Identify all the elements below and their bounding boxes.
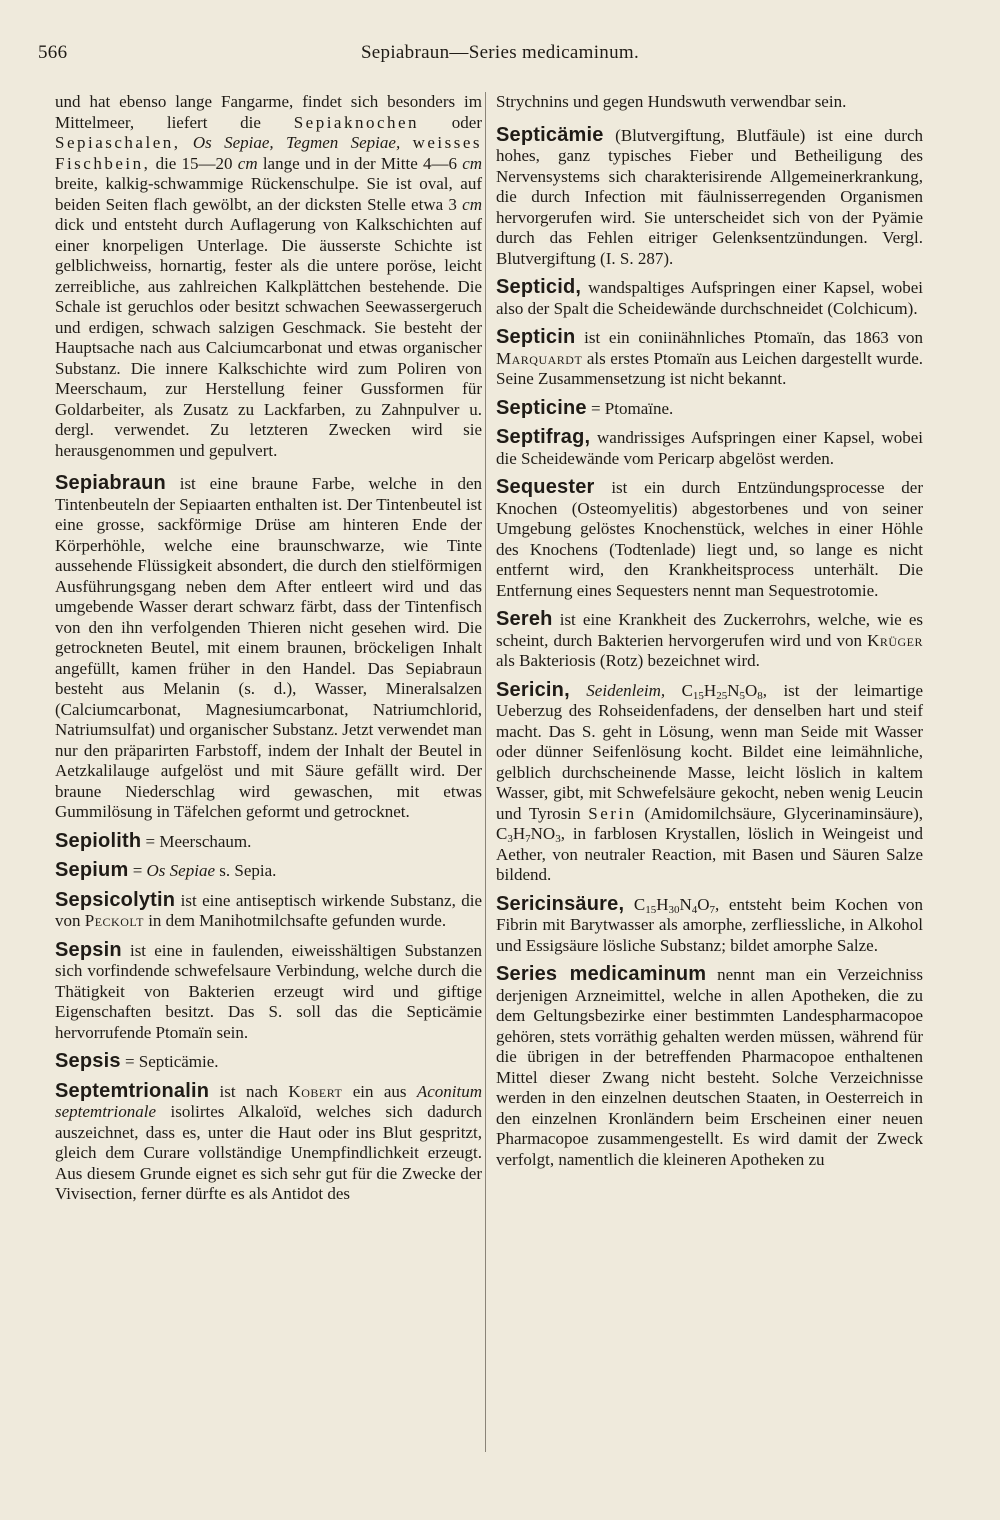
entry-series-medicaminum: Series medicaminum nennt man ein Verzeichniss derjenigen Arzneimittel, welche in allen Apotheken, die zu dem Geltungsbezirke einer bestimmten Landespharmacopoe gehören, stets vorräthig gehalten werden müssen, während für die übrigen in der betreffenden Pharmacopoe enthaltenen Mittel dieser Zwang nicht besteht. Solche Verzeichnisse werden in den einzelnen deutschen Staaten, in Oesterreich in den einzelnen Kronländern beim Erscheinen einer neuen Pharmacopoe zusammengestellt. Es wird damit der Zweck verfolgt, namentlich die kleineren Apotheken zu	[496, 963, 923, 1169]
entry-sepiabraun: Sepiabraun ist eine braune Farbe, welche in den Tintenbeuteln der Sepiaarten enthalten ist. Der Tintenbeutel ist eine grosse, sackförmige Drüse am hinteren Ende der Körperhöhle, welche eine braunschwarze, wie Tinte aussehende Flüssigkeit absondert, die durch den stielförmigen Ausführungsgang neben dem After entleert wird und das umgebende Wasser derart schwarz färbt, dass der Tintenfisch von den ihn verfolgenden Thieren nicht gesehen wird. Die getrockneten Beutel, mit einem braunen, bröckeligen Inhalt angefüllt, kamen früher in den Handel. Das Sepiabraun besteht aus Melanin (s. d.), Wasser, Mineralsalzen (Calciumcarbonat, Magnesiumcarbonat, Natriumchlorid, Natriumsulfat) und organischer Substanz. Jetzt verwendet man nur den präparirten Farbstoff, indem der Inhalt der Beutel in Aetzkalilauge aufgelöst und mit Säure gefällt wird. Der braune Niederschlag wird gewaschen, mit etwas Gummilösung in Täfelchen geformt und getrocknet.	[55, 472, 482, 821]
headword: Sepsin	[55, 938, 122, 961]
entry-sepsicolytin: Sepsicolytin ist eine antiseptisch wirkende Substanz, die von Peckolt in dem Manihotmilchsafte gefunden wurde.	[55, 888, 483, 930]
entry-sereh: Sereh ist eine Krankheit des Zuckerrohrs, welche, wie es scheint, durch Bakterien hervorgerufen wird und von Krüger als Bakteriosis (Rotz) bezeichnet wird.	[496, 608, 924, 670]
entry-septicin: Septicin ist ein coniinähnliches Ptomaïn, das 1863 von Marquardt als erstes Ptomaïn aus Leichen dargestellt wurde. Seine Zusammensetzung ist nicht bekannt.	[496, 326, 923, 388]
headword: Septemtrionalin	[55, 1079, 210, 1102]
headword: Septicämie	[496, 123, 604, 146]
entry-septemtrionalin-continued: Strychnins und gegen Hundswuth verwendbar sein.	[496, 92, 847, 111]
entry-sericin: Sericin, Seidenleim, $C_{15}H_{25}N_5O_8$, ist der leimartige Ueberzug des Rohseidenfadens, der denselben hart und steif macht. Das S. geht in Lösung, wenn man Seide mit Wasser oder dünner Seifenlösung kocht. Bildet eine leimähnliche, gelblich durchscheinende Masse, leicht löslich in kaltem Wasser, gibt, mit Schwefelsäure gekocht, neben wenig Leucin und Tyrosin Serin (Amidomilchsäure, Glycerinaminsäure), $C_3H_7NO_3$, in farblosen Krystallen, löslich in Weingeist und Aether, von neutraler Reaction, mit Basen und Säuren Salze bildend.	[496, 678, 924, 884]
headword: Sepiabraun	[55, 472, 166, 494]
entry-sepsis: Sepsis = Septicämie.	[55, 1050, 219, 1072]
running-title: Sepiabraun—Series medicaminum.	[360, 42, 640, 63]
entry-septicid: Septicid, wandspaltiges Aufspringen einer Kapsel, wobei also der Spalt die Scheidewände durchschneidet (Colchicum).	[496, 276, 923, 318]
headword: Sericin,	[496, 678, 570, 701]
entry-sepsin: Sepsin ist eine in faulenden, eiweisshältigen Substanzen sich vorfindende schwefelsaure Verbindung, welche durch die Thätigkeit von Bakterien erzeugt wird und giftige Eigenschaften besitzt. Das S. soll das die Septicämie hervorrufende Ptomaïn sein.	[55, 938, 482, 1042]
headword: Sepiolith	[55, 829, 142, 852]
headword: Septifrag,	[496, 426, 591, 448]
headword: Septicin	[496, 326, 576, 348]
chemical-formula: $C_{15}H_{25}N_5O_8$	[681, 680, 763, 702]
chemical-formula: $C_{15}H_{30}N_4O_7$	[633, 894, 716, 916]
entry-septemtrionalin: Septemtrionalin ist nach Kobert ein aus Aconitum septemtrionale isolirtes Alkaloïd, welches sich dadurch auszeichnet, dass es, unter die Haut oder ins Blut gespritzt, gleich dem Curare vollständige Unempfindlichkeit erzeugt. Aus diesem Grunde eignet es sich sehr gut für die Zwecke der Vivisection, ferner dürfte es als Antidot des	[55, 1079, 483, 1203]
entry-sepium: Sepium = Os Sepiae s. Sepia.	[55, 859, 277, 881]
page-number: 566	[38, 42, 68, 63]
left-column	[55, 92, 482, 1213]
right-column	[496, 92, 923, 1178]
chemical-formula: $C_3H_7NO_3$	[496, 824, 561, 845]
headword: Sereh	[496, 608, 553, 630]
headword: Sericinsäure,	[496, 892, 625, 915]
headword: Sepium	[55, 859, 129, 881]
headword: Sepsicolytin	[55, 888, 176, 911]
headword: Series medicaminum	[496, 963, 707, 985]
headword: Sepsis	[55, 1050, 121, 1072]
entry-sericinsaeure: Sericinsäure, $C_{15}H_{30}N_4O_7$, entsteht beim Kochen von Fibrin mit Barytwasser als amorphe, zerfliessliche, in Alkohol und Essigsäure lösliche Substanz; bildet amorphe Salze.	[496, 892, 923, 955]
headword: Septicine	[496, 396, 587, 419]
entry-sepia-continued: und hat ebenso lange Fangarme, findet sich besonders im Mittelmeer, liefert die Sepiaknochen oder Sepiaschalen, Os Sepiae, Tegmen Sepiae, weisses Fischbein, die 15—20 cm lange und in der Mitte 4—6 cm breite, kalkig-schwammige Rückenschulpe. Sie ist oval, auf beiden Seiten flach gewölbt, an der dicksten Stelle etwa 3 cm dick und entsteht durch Auflagerung von Kalkschichten auf einer knorpeligen Unterlage. Die äusserste Schichte ist gelblichweiss, hornartig, fester als die untere poröse, leicht zerreibliche, aus zahlreichen Kalkplättchen bestehende. Die Schale ist geruchlos oder besitzt schwachen Seewassergeruch und erdigen, schwach salzigen Geschmack. Sie besteht der Hauptsache nach aus Calciumcarbonat und etwas organischer Substanz. Die innere Kalkschichte wird zum Poliren von Meerschaum, zur Herstellung feiner Gussformen für Goldarbeiter, als Zusatz zu Lackfarben, zu Zahnpulver u. dergl. verwendet. Zu letzteren Zwecken wird sie herausgenommen und gepulvert.	[55, 92, 483, 460]
headword: Septicid,	[496, 276, 582, 298]
entry-sepiolith: Sepiolith = Meerschaum.	[55, 829, 252, 852]
column-divider	[485, 92, 486, 1452]
entry-septifrag: Septifrag, wandrissiges Aufspringen einer Kapsel, wobei die Scheidewände vom Pericarp abgelöst werden.	[496, 426, 923, 468]
entry-sequester: Sequester ist ein durch Entzündungsprocesse der Knochen (Osteomyelitis) abgestorbenes und von seiner Umgebung gelöstes Knochenstück, welches in einer Höhle des Knochens (Todtenlade) liegt und, so lange es nicht entfernt wird, den Krankheitsprocess unterhält. Die Entfernung eines Sequesters nennt man Sequestrotomie.	[496, 476, 924, 600]
page-header	[38, 42, 962, 72]
entry-septicaemie: Septicämie (Blutvergiftung, Blutfäule) ist eine durch hohes, ganz typisches Fieber und Betheiligung des Nervensystems sich charakterisirende Allgemeinerkrankung, die durch Infection mit fäulnisserregenden Organismen hervorgerufen wird. Sie unterscheidet sich von der Pyämie durch das Fehlen eitriger Gelenksentzündungen. Vergl. Blutvergiftung (I. S. 287).	[496, 123, 924, 268]
entry-septicine: Septicine = Ptomaïne.	[496, 396, 674, 419]
headword: Sequester	[496, 476, 595, 498]
